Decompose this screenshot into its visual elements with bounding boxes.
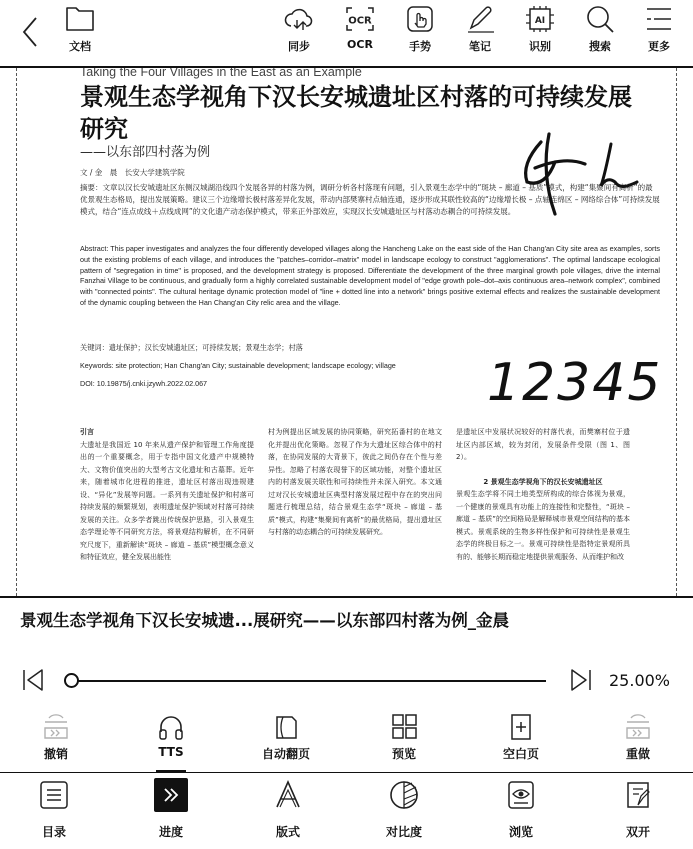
article-english-title: Taking the Four Villages in the East as an Example — [80, 68, 362, 79]
redo-button[interactable] — [598, 712, 678, 762]
toolbar-ocr-button[interactable] — [334, 4, 386, 64]
ocr-icon — [343, 4, 377, 34]
ai-recognize-icon — [523, 4, 557, 34]
toolbar-more-label: 更多 — [648, 40, 670, 53]
toolbar-gesture-label: 手势 — [409, 40, 431, 53]
toolbar-sync-label: 同步 — [288, 40, 310, 53]
svg-text:AI: AI — [534, 16, 546, 26]
blank-page-add-icon — [504, 712, 538, 742]
toolbar-search-label: 搜索 — [589, 40, 611, 53]
undo-label: 撤销 — [43, 747, 68, 761]
redo-label: 重做 — [625, 747, 650, 761]
column-3-text-a: 是遗址区中发展状况较好的村落代表，而樊寨村位于遗址区内部区域，较为封闭，发展条件受限（图 1、图 2）。 — [456, 428, 630, 461]
contrast-icon — [388, 779, 420, 811]
column-3-text-b: 景观生态学将不同土地类型所构成的综合体视为景观，一个健康的景观具有功能上的连接性和完整性，“斑块 – 廊道 – 基质”的空间格局是解释城市景观空间结构的基本模式。景观系统的生物多样性保护和可持续性是景观生态学的终极目标之一。景观可持续性是指特定景观所具有的、能够长期而稳定地提供景观服务、从而维护和改 — [456, 490, 630, 561]
blank-page-button[interactable] — [481, 712, 561, 762]
body-column-3 — [456, 426, 630, 563]
panel-top-divider — [0, 596, 693, 598]
browse-icon — [505, 779, 537, 811]
column-2-text: 村为例提出区域发展的协同策略，研究拓番村的在地文化并提出优化策略。忽视了作为大遗址区综合体中的村落，在协同发展的大背景下，彼此之间仍存在个性与差异性。忽略了村落农现誉下的区域功能，对整个遗址区内的村落发展关联性和可持续性并未深入研究。本文通过对汉长安城遗址区典型村落发展过程中存在的突出问题进行梳理总结，结合景观生态学“斑块 – 廊道 – 基质”模式，构建“集聚间有离析”的最优格局，提出遗址区与村落的动态耦合的可持续发展研究。 — [268, 428, 442, 536]
toolbar-documents-button[interactable] — [54, 4, 106, 64]
gesture-icon — [403, 4, 437, 34]
intro-heading: 引言 — [80, 428, 94, 436]
preview-label: 预览 — [391, 747, 416, 761]
page-right-edge — [676, 68, 677, 596]
article-subtitle: ——以东部四村落为例 — [80, 145, 211, 160]
toolbar-documents-label: 文档 — [69, 40, 91, 53]
svg-text:OCR: OCR — [348, 15, 372, 27]
reader-menu-tabs — [0, 778, 693, 844]
more-menu-icon — [642, 4, 676, 34]
split-screen-icon — [622, 779, 654, 811]
tab-layout-label: 版式 — [275, 825, 300, 839]
file-title: 景观生态学视角下汉长安城遗...展研究——以东部四村落为例_金晨 — [20, 611, 510, 630]
keywords-chinese: 关键词：遗址保护；汉长安城遗址区；可持续发展；景观生态学；村落 — [80, 343, 303, 352]
toolbar-more-button[interactable] — [633, 4, 685, 64]
toolbar-sync-button[interactable] — [273, 4, 325, 64]
headphones-icon — [154, 712, 188, 742]
toolbar-ocr-label: OCR — [347, 38, 373, 51]
top-toolbar — [0, 0, 693, 66]
blank-page-label: 空白页 — [502, 747, 539, 761]
grid-preview-icon — [387, 712, 421, 742]
article-title: 景观生态学视角下汉长安城遗址区村落的可持续发展研究 — [80, 83, 632, 143]
article-author: 文 / 金 晨 长安大学建筑学院 — [80, 168, 185, 177]
toc-list-icon — [38, 779, 70, 811]
body-column-1 — [80, 426, 254, 564]
tab-progress-label: 进度 — [158, 825, 183, 839]
document-page[interactable] — [16, 68, 677, 596]
previous-chapter-icon[interactable] — [22, 668, 44, 692]
back-arrow-icon[interactable] — [16, 14, 46, 50]
font-layout-icon — [272, 779, 304, 811]
abstract-chinese: 摘要：文章以汉长安城遗址区东侧汉城湖沿线四个发展各异的村落为例，调研分析各村落现有问题，引入景观生态学中的“斑块 – 廊道 – 基质”模式，构建“集聚间有离析”的最优景观生态格局，提出发展策略。建议三个边缘增长极村落差异化发展，带动内部樊寨村点轴连通，逐步形成其联性较高的“边缘增长极 – 点轴连绵区 – 网络综合体”可持续发展模式，结合“连点成线＋点线成网”的文化遗产动态保护模式，带来正外部效应，实现汉长安城遗址区与村落动态耦合的可持续发展。 — [80, 183, 660, 216]
page-left-edge — [16, 68, 17, 596]
toolbar-recognize-button[interactable] — [514, 4, 566, 64]
keywords-english: Keywords: site protection; Han Chang'an City; sustainable development; landscape ecology; village — [80, 361, 396, 370]
folder-icon — [63, 4, 97, 34]
tab-split-screen[interactable] — [598, 778, 678, 840]
handwritten-numbers — [481, 344, 671, 414]
tab-layout[interactable] — [248, 778, 328, 840]
progress-slider-track[interactable] — [72, 680, 546, 682]
tts-button[interactable] — [131, 712, 211, 759]
search-icon — [583, 4, 617, 34]
tts-label: TTS — [158, 745, 184, 759]
tab-contrast[interactable] — [364, 778, 444, 840]
auto-page-turn-button[interactable] — [246, 712, 326, 762]
toolbar-search-button[interactable] — [574, 4, 626, 64]
section-2-heading: 2 景观生态学视角下的汉长安城遗址区 — [483, 477, 603, 486]
toolbar-recognize-label: 识别 — [529, 40, 551, 53]
progress-percent: 25.00% — [609, 671, 671, 690]
body-column-2 — [268, 426, 442, 539]
cloud-sync-icon — [282, 4, 316, 34]
tab-split-screen-label: 双开 — [625, 825, 650, 839]
progress-slider-handle[interactable] — [64, 673, 79, 688]
undo-button[interactable] — [16, 712, 96, 762]
toolbar-gesture-button[interactable] — [394, 4, 446, 64]
toolbar-notes-label: 笔记 — [469, 40, 491, 53]
tab-contents-label: 目录 — [41, 825, 66, 839]
abstract-english: Abstract: This paper investigates and analyzes the four differently developed villages along the Hancheng Lake on the east side of the Han Chang'an City site area as examples, sorts out the existing problems of each village, and introduces the "patches–corridor–matrix" model in landscape ecology to construct "agglomerations". The optimal landscape ecological pattern of "segregation in time" is proposed, and the development strategy is proposed. Differentiate the development of the three marginal growth pole villages, drive the internal Fanzhai Village to be continuous, and gradually form a highly correlated sustainable development model of "edge growth pole–dot–axis continuous area–network complex", combined with "connected points". The cultural heritage dynamic protection model of "line + dotted line into a network" brings positive external effects and realizes the sustainable development of the dynamic coupling between the Han Chang'an City relic area and the village. — [80, 244, 660, 307]
auto-page-turn-label: 自动翻页 — [261, 747, 310, 761]
pen-icon — [463, 4, 497, 34]
reader-menu-panel — [0, 596, 693, 849]
tab-browse[interactable] — [481, 778, 561, 840]
reader-actions-row — [0, 712, 693, 772]
undo-icon — [39, 712, 73, 742]
row-divider — [0, 772, 693, 773]
next-chapter-icon[interactable] — [570, 668, 592, 692]
tab-contrast-label: 对比度 — [385, 825, 422, 839]
auto-page-turn-icon — [269, 712, 303, 742]
tab-browse-label: 浏览 — [508, 825, 533, 839]
preview-button[interactable] — [364, 712, 444, 762]
progress-arrows-icon — [157, 781, 185, 809]
article-doi: DOI: 10.19875/j.cnki.jzywh.2022.02.067 — [80, 379, 208, 388]
toolbar-notes-button[interactable] — [454, 4, 506, 64]
redo-icon — [621, 712, 655, 742]
tab-contents[interactable] — [14, 778, 94, 840]
column-1-text: 大遗址是我国近 10 年来从遗产保护和管理工作角度提出的一个重要概念，用于专指中国文化遗产中规模特大、文物价值突出的大型考古文化遗址和古墓葬。近年来，随着城市化进程的推进，遗址区村落出现违规建设、“异化”发展等问题。一系列有关遗址保护和村落可持续发展的频繁规划，表明遗址保护领域对村落可持续发展的关注。众多学者跳出传统保护思路，引入景观生态学理论等不同研究方法，将景观结构解析，在不同研究尺度下，重新解读“斑块 – 廊道 – 基质”模型概念意义和特征效应，健全发展出能性 — [80, 440, 254, 561]
svg-text:12345: 12345 — [487, 353, 663, 413]
tab-progress[interactable] — [131, 778, 211, 840]
